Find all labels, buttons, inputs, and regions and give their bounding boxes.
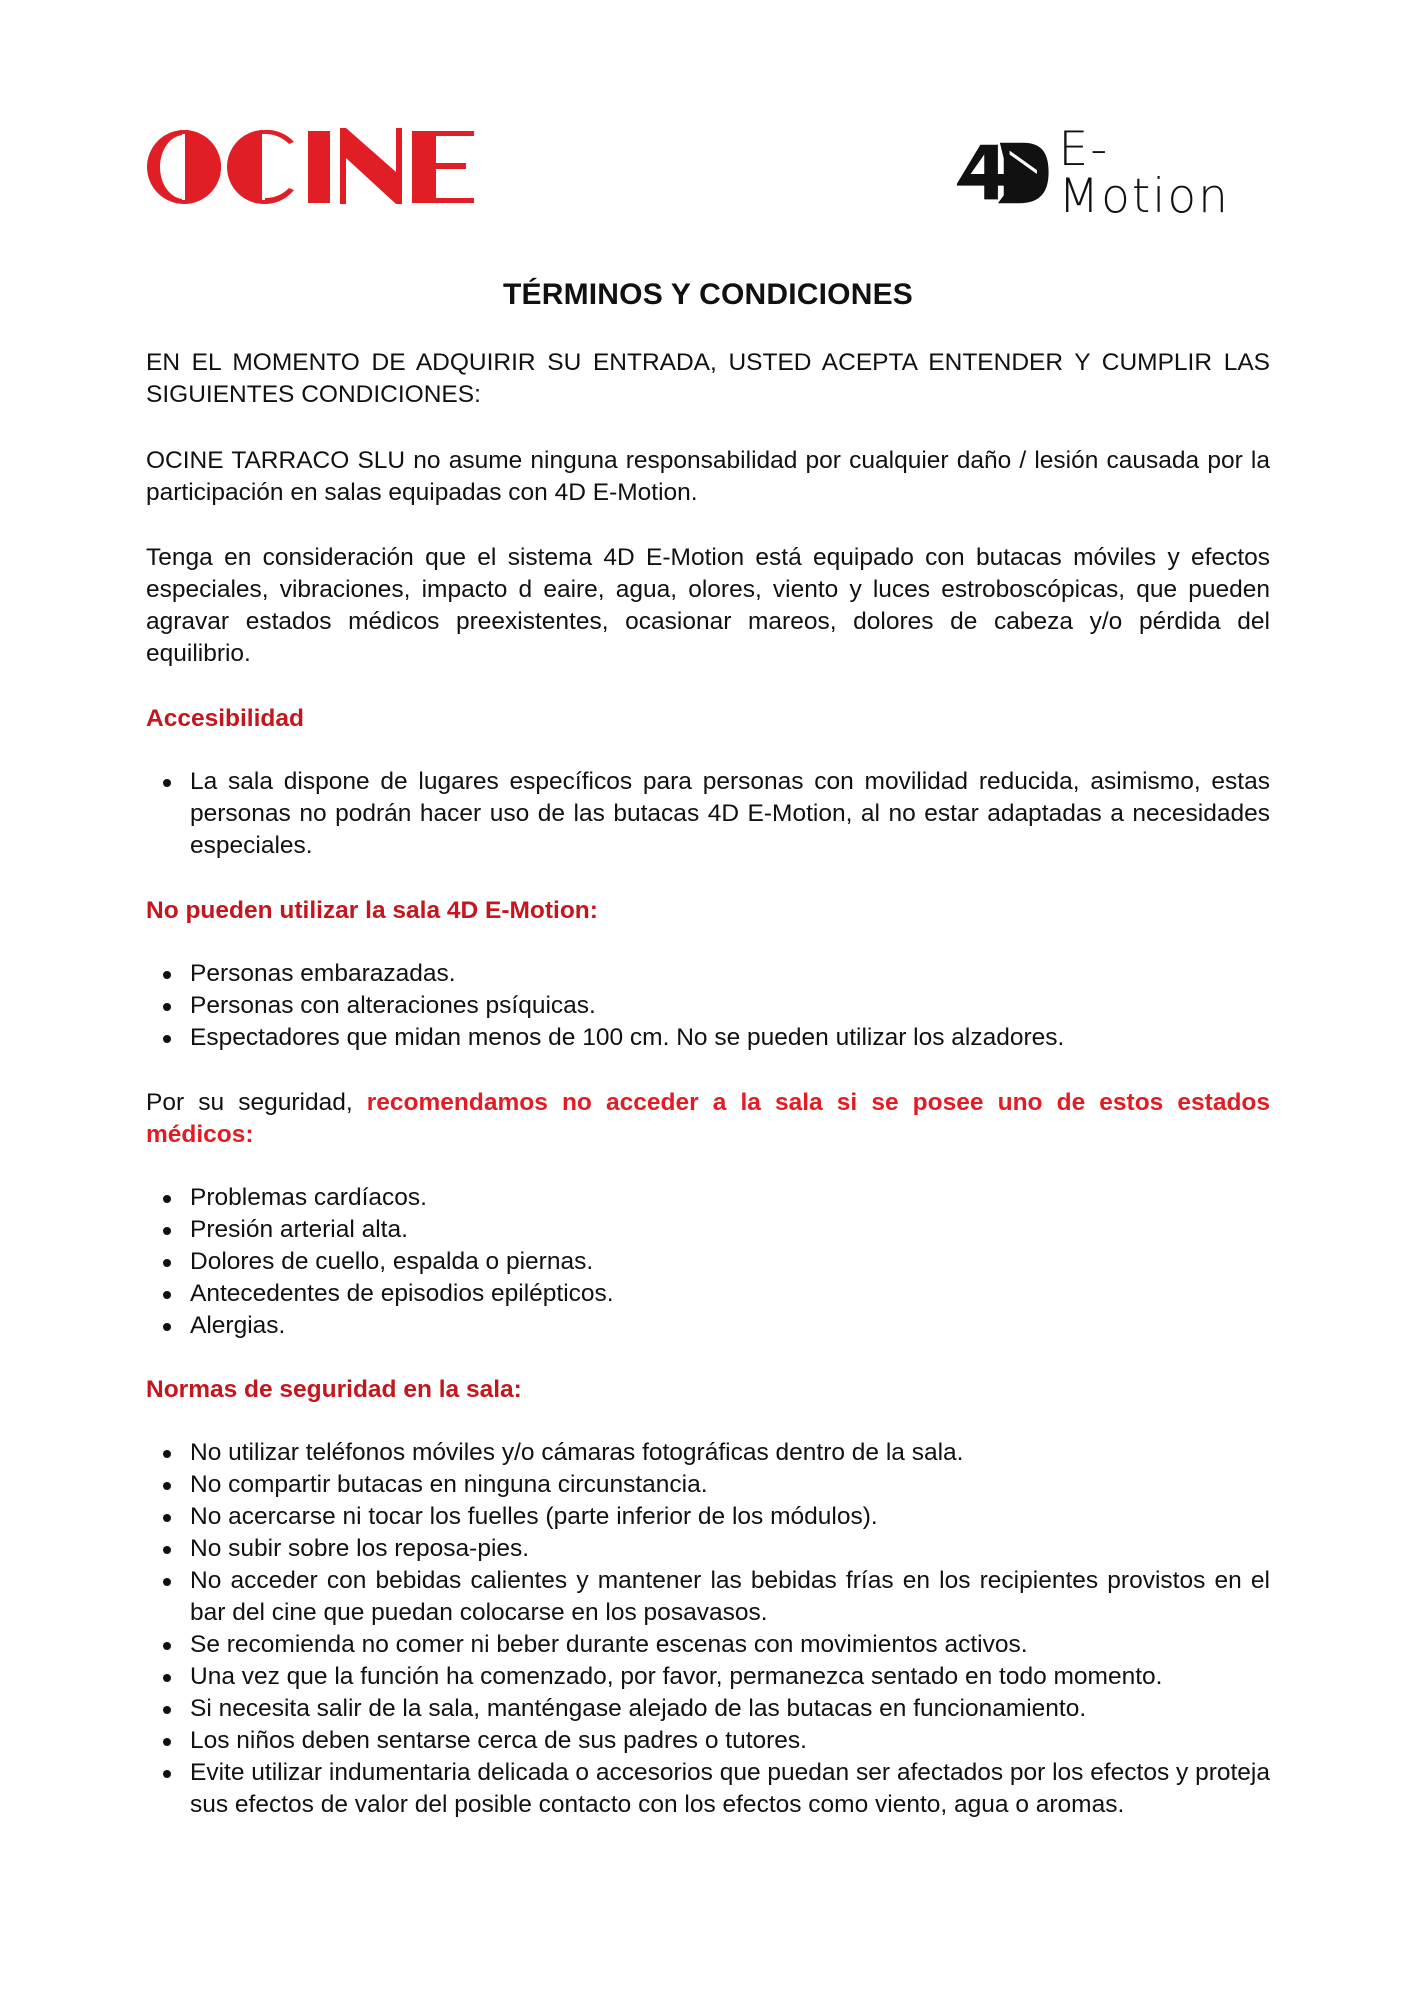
list-item: Antecedentes de episodios epilépticos. [146, 1278, 1270, 1310]
bullet-icon [163, 1035, 171, 1043]
list-item: No acercarse ni tocar los fuelles (parte inferior de los módulos). [146, 1501, 1270, 1533]
bullet-icon [163, 1642, 171, 1650]
bullet-icon [163, 1291, 171, 1299]
disclaimer-paragraph: OCINE TARRACO SLU no asume ninguna responsabilidad por cualquier daño / lesión causada por la participación en salas equipadas con 4D E-Motion. [146, 447, 1270, 506]
bullet-icon [163, 971, 171, 979]
list-item: Alergias. [146, 1310, 1270, 1342]
safety-list [146, 1437, 1270, 1821]
medical-lead-paragraph [146, 1087, 1270, 1151]
bullet-icon [163, 1738, 171, 1746]
emotion-logo-text: E-Motion [1058, 122, 1230, 224]
bullet-icon [163, 1770, 171, 1778]
ocine-logo [146, 128, 476, 206]
list-item: Los niños deben sentarse cerca de sus padres o tutores. [146, 1725, 1270, 1757]
bullet-icon [163, 1514, 171, 1522]
medical-lead-plain: Por su seguridad, [146, 1089, 367, 1116]
warning-paragraph: Tenga en consideración que el sistema 4D E-Motion está equipado con butacas móviles y efectos especiales, vibraciones, impacto d eaire, agua, olores, viento y luces estroboscópicas, que pueden agravar estados médicos preexistentes, ocasionar mareos, dolores de cabeza y/o pérdida del equilibrio. [146, 544, 1270, 667]
list-item: No acceder con bebidas calientes y mantener las bebidas frías en los recipientes provistos en el bar del cine que puedan colocarse en los posavasos. [146, 1565, 1270, 1629]
medical-lead-emphasis: recomendamos no acceder a la sala si se posee uno de estos estados médicos: [146, 1089, 1271, 1148]
bullet-icon [163, 779, 171, 787]
bullet-icon [163, 1227, 171, 1235]
list-item: No subir sobre los reposa-pies. [146, 1533, 1270, 1565]
list-item: Si necesita salir de la sala, manténgase alejado de las butacas en funcionamiento. [146, 1693, 1270, 1725]
bullet-icon [163, 1482, 171, 1490]
list-item: Se recomienda no comer ni beber durante escenas con movimientos activos. [146, 1629, 1270, 1661]
bullet-icon [163, 1259, 171, 1267]
list-item: No compartir butacas en ninguna circunstancia. [146, 1469, 1270, 1501]
bullet-icon [163, 1195, 171, 1203]
4d-emotion-logo [955, 122, 1275, 224]
bullet-icon [163, 1578, 171, 1586]
intro-paragraph: EN EL MOMENTO DE ADQUIRIR SU ENTRADA, USTED ACEPTA ENTENDER Y CUMPLIR LAS SIGUIENTES CONDICIONES: [146, 349, 1270, 408]
section-heading-accessibility: Accesibilidad [146, 705, 304, 732]
bullet-icon [163, 1674, 171, 1682]
restricted-list [146, 958, 1270, 1054]
document-title: TÉRMINOS Y CONDICIONES [502, 278, 913, 311]
section-heading-restricted: No pueden utilizar la sala 4D E-Motion: [146, 897, 598, 924]
list-item: Problemas cardíacos. [146, 1182, 1270, 1214]
section-heading-safety: Normas de seguridad en la sala: [146, 1376, 522, 1403]
medical-list [146, 1182, 1270, 1342]
bullet-icon [163, 1706, 171, 1714]
list-item: Personas con alteraciones psíquicas. [146, 990, 1270, 1022]
bullet-icon [163, 1450, 171, 1458]
list-item: Presión arterial alta. [146, 1214, 1270, 1246]
bullet-icon [163, 1003, 171, 1011]
bullet-icon [163, 1546, 171, 1554]
list-item: Personas embarazadas. [146, 958, 1270, 990]
list-item: Espectadores que midan menos de 100 cm. No se pueden utilizar los alzadores. [146, 1022, 1270, 1054]
4d-badge-icon [955, 140, 1051, 206]
ocine-logo-mark [146, 128, 476, 206]
list-item: La sala dispone de lugares específicos para personas con movilidad reducida, asimismo, estas personas no podrán hacer uso de las butacas 4D E-Motion, al no estar adaptadas a necesidades especiales. [146, 766, 1270, 862]
list-item: Evite utilizar indumentaria delicada o accesorios que puedan ser afectados por los efectos y proteja sus efectos de valor del posible contacto con los efectos como viento, agua o aromas. [146, 1757, 1270, 1821]
accessibility-list [146, 766, 1270, 862]
bullet-icon [163, 1323, 171, 1331]
list-item: Dolores de cuello, espalda o piernas. [146, 1246, 1270, 1278]
list-item: No utilizar teléfonos móviles y/o cámaras fotográficas dentro de la sala. [146, 1437, 1270, 1469]
list-item: Una vez que la función ha comenzado, por favor, permanezca sentado en todo momento. [146, 1661, 1270, 1693]
